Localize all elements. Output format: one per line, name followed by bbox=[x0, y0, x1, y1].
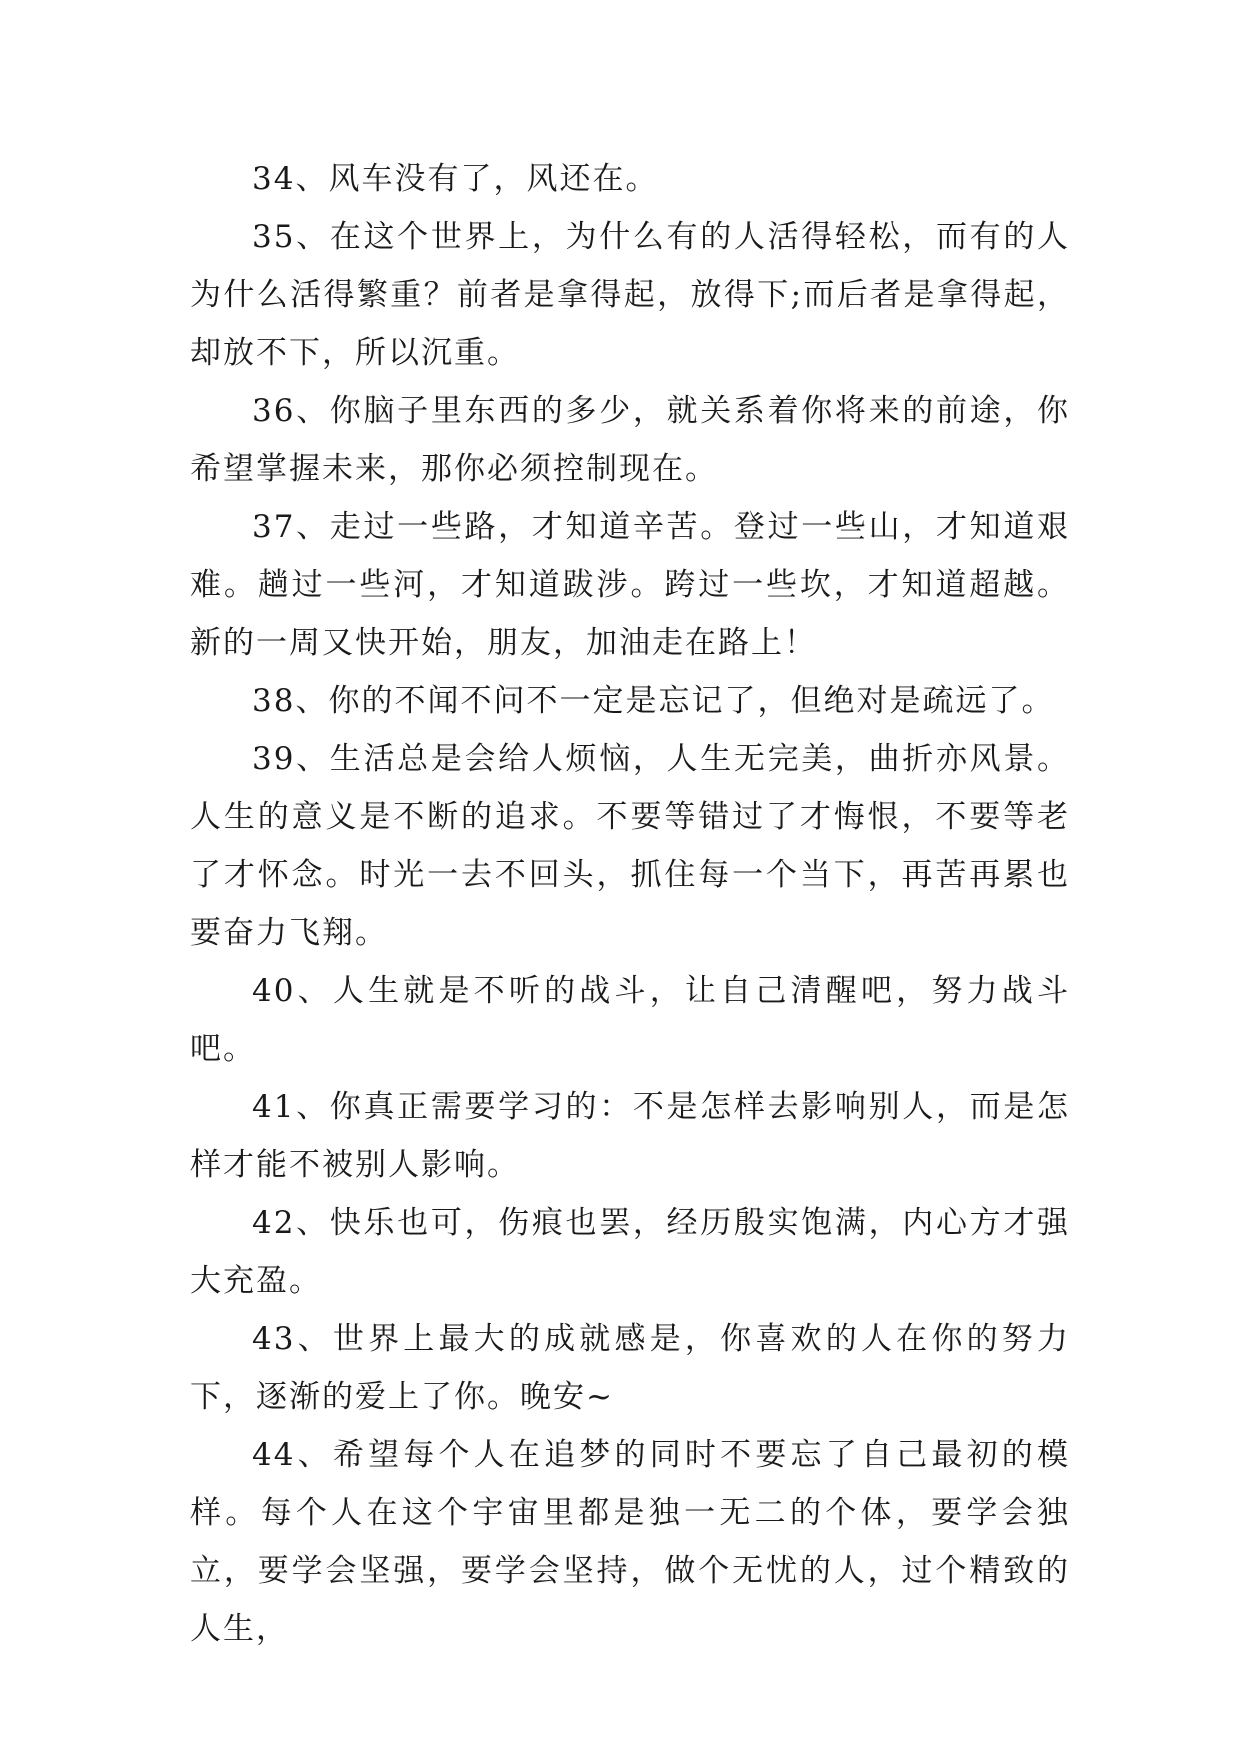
paragraph-40: 40、人生就是不听的战斗，让自己清醒吧，努力战斗吧。 bbox=[190, 973, 1070, 1067]
paragraph-43: 43、世界上最大的成就感是，你喜欢的人在你的努力下，逐渐的爱上了你。晚安~ bbox=[190, 1321, 1070, 1415]
document-body bbox=[190, 150, 1070, 1658]
paragraph-38: 38、你的不闻不问不一定是忘记了，但绝对是疏远了。 bbox=[252, 683, 1055, 719]
paragraph-39: 39、生活总是会给人烦恼，人生无完美，曲折亦风景。人生的意义是不断的追求。不要等错过了才悔恨，不要等老了才怀念。时光一去不回头，抓住每一个当下，再苦再累也要奋力飞翔。 bbox=[190, 741, 1070, 951]
paragraph-41: 41、你真正需要学习的：不是怎样去影响别人，而是怎样才能不被别人影响。 bbox=[190, 1089, 1070, 1183]
paragraph-34: 34、风车没有了，风还在。 bbox=[252, 161, 659, 197]
paragraph-42: 42、快乐也可，伤痕也罢，经历殷实饱满，内心方才强大充盈。 bbox=[190, 1205, 1070, 1299]
paragraph-36: 36、你脑子里东西的多少，就关系着你将来的前途，你希望掌握未来，那你必须控制现在。 bbox=[190, 393, 1070, 487]
paragraph-35: 35、在这个世界上，为什么有的人活得轻松，而有的人为什么活得繁重？前者是拿得起，放得下;而后者是拿得起，却放不下，所以沉重。 bbox=[190, 219, 1070, 371]
paragraph-37: 37、走过一些路，才知道辛苦。登过一些山，才知道艰难。趟过一些河，才知道跋涉。跨过一些坎，才知道超越。新的一周又快开始，朋友，加油走在路上！ bbox=[190, 509, 1070, 661]
paragraph-44: 44、希望每个人在追梦的同时不要忘了自己最初的模样。每个人在这个宇宙里都是独一无二的个体，要学会独立，要学会坚强，要学会坚持，做个无忧的人，过个精致的人生， bbox=[190, 1437, 1070, 1647]
